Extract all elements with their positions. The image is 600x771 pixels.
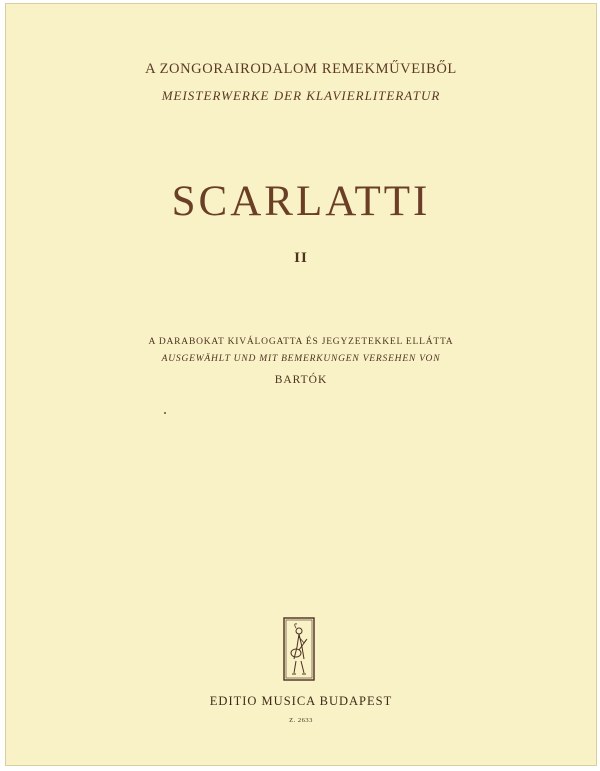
edited-by-hungarian: A DARABOKAT KIVÁLOGATTA ÉS JEGYZETEKKEL ELLÁTTA	[148, 337, 454, 347]
edited-by-german: AUSGEWÄHLT UND MIT BEMERKUNGEN VERSEHEN VON	[161, 354, 441, 364]
cover-page	[5, 3, 597, 766]
composer-title: SCARLATTI	[171, 178, 431, 225]
catalog-number: Z. 2633	[289, 717, 313, 724]
lute-player-emblem-icon	[283, 617, 315, 681]
volume-number: II	[294, 250, 308, 266]
series-title-german: MEISTERWERKE DER KLAVIERLITERATUR	[161, 88, 441, 103]
ink-speck	[164, 412, 166, 414]
publisher-name: EDITIO MUSICA BUDAPEST	[209, 694, 393, 708]
series-title-hungarian: A ZONGORAIRODALOM REMEKMŰVEIBŐL	[145, 61, 457, 77]
editor-name: BARTÓK	[274, 374, 328, 386]
